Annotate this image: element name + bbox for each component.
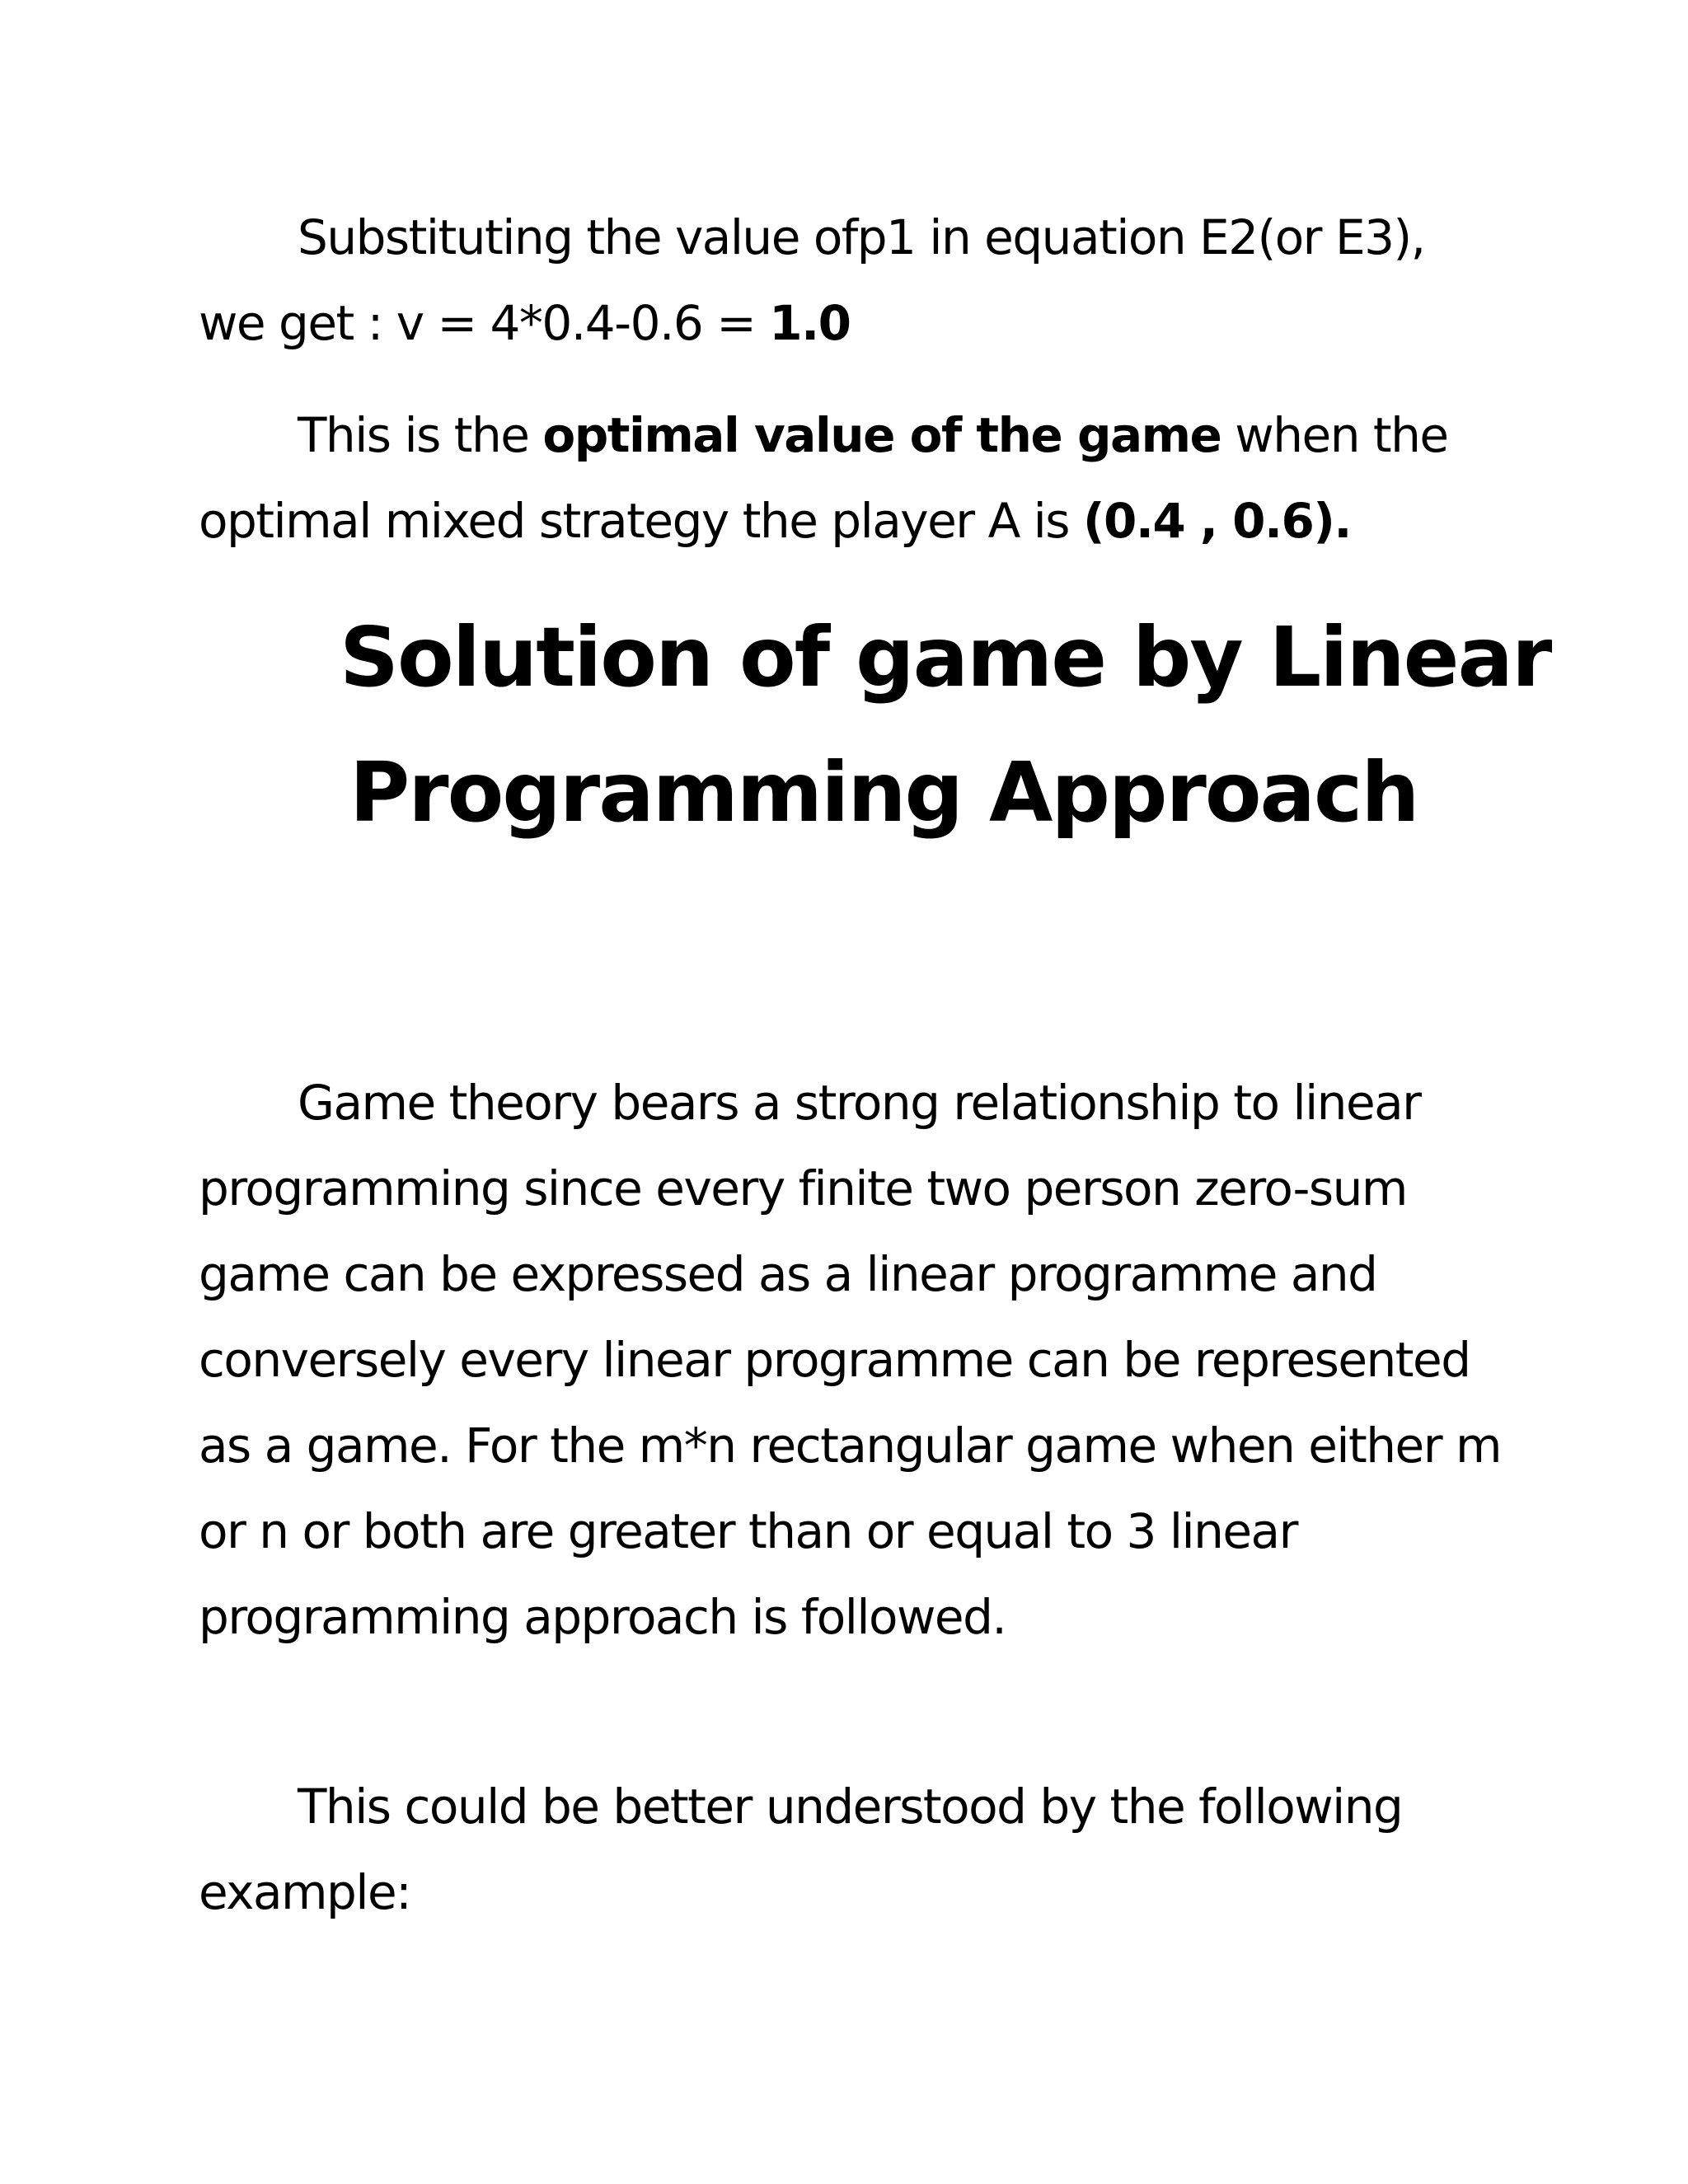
section-heading-line-1: Solution of game by Linear [340, 609, 1551, 705]
paragraph-substitution [199, 194, 1501, 366]
optimal-strategy: (0.4 , 0.6). [1082, 493, 1351, 549]
substitution-text: Substituting the value ofp1 in equation E2(or E3), we get : v = 4*0.4-0.6 = [199, 209, 1425, 351]
optimal-text-start: This is the [298, 407, 543, 463]
paragraph-optimal-value [199, 392, 1501, 564]
optimal-value-phrase: optimal value of the game [542, 407, 1221, 463]
section-heading-line-2: Programming Approach [349, 744, 1418, 841]
game-value: 1.0 [769, 295, 851, 351]
paragraph-game-theory-lp: Game theory bears a strong relationship to linear programming since every finite two person zero-sum game can be expressed as a linear programme and conversely every linear programme can be represented as a game. For the m*n rectangular game when either m or n or both are greater than or equal to 3 linear programming approach is followed. [199, 1075, 1501, 1645]
optimal-text-middle: when the optimal mixed strategy the player A is [199, 407, 1448, 549]
paragraph-example-intro: This could be better understood by the following example: [199, 1779, 1403, 1920]
